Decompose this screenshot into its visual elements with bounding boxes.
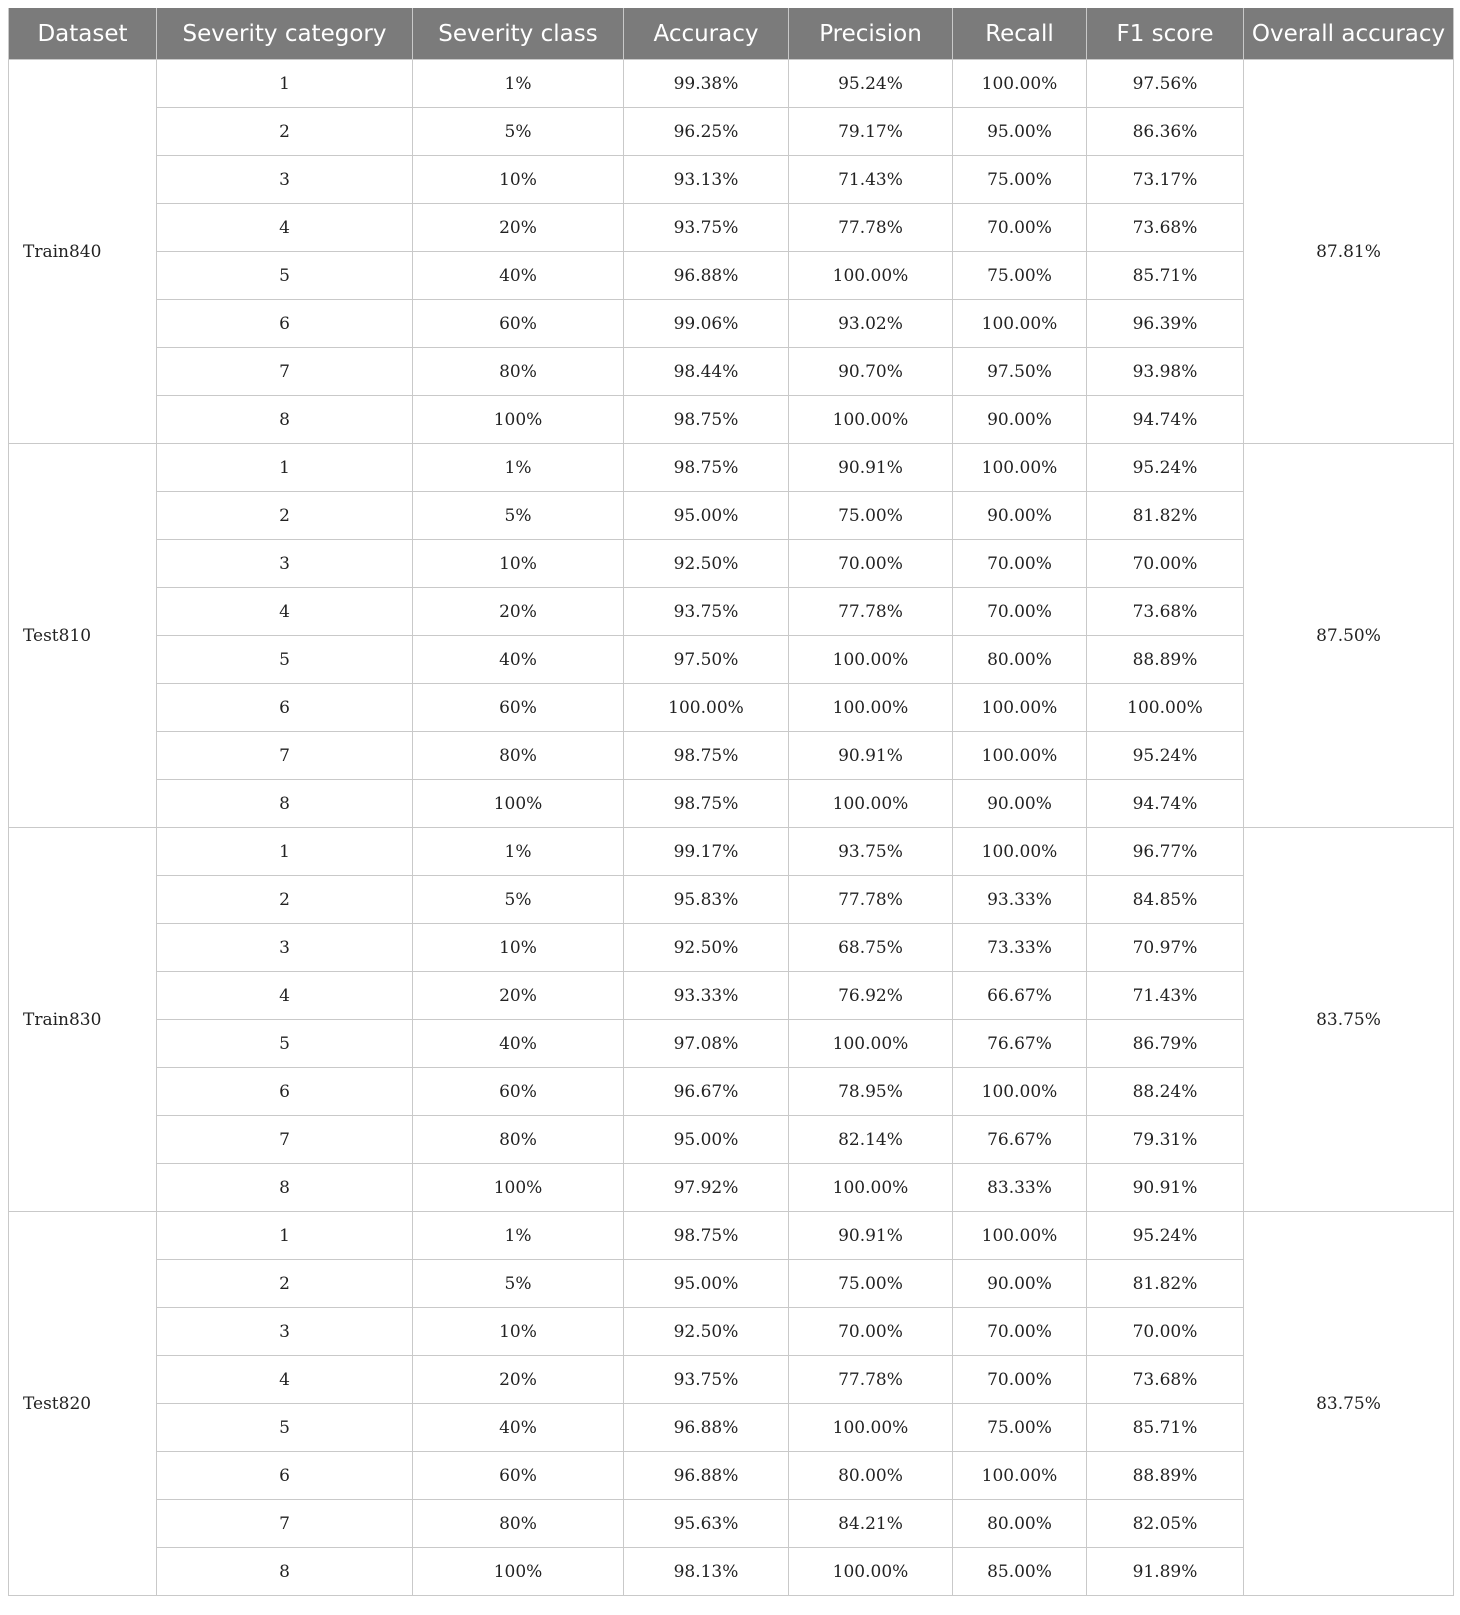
f1-score-cell: 95.24% [1087,444,1244,492]
accuracy-cell: 95.00% [624,492,789,540]
severity-class-cell: 5% [413,108,624,156]
severity-category-cell: 5 [157,1020,413,1068]
severity-category-cell: 1 [157,828,413,876]
severity-category-cell: 3 [157,156,413,204]
precision-cell: 93.75% [789,828,953,876]
recall-cell: 100.00% [953,444,1087,492]
f1-score-cell: 71.43% [1087,972,1244,1020]
precision-cell: 100.00% [789,636,953,684]
table-row [9,252,1454,300]
precision-cell: 78.95% [789,1068,953,1116]
recall-cell: 90.00% [953,1260,1087,1308]
f1-score-cell: 86.36% [1087,108,1244,156]
precision-cell: 82.14% [789,1116,953,1164]
table-row [9,780,1454,828]
severity-category-cell: 3 [157,540,413,588]
table-row [9,108,1454,156]
recall-cell: 100.00% [953,1452,1087,1500]
severity-category-cell: 5 [157,636,413,684]
accuracy-cell: 99.17% [624,828,789,876]
f1-score-cell: 86.79% [1087,1020,1244,1068]
header-severity-category: Severity category [157,8,413,60]
severity-class-cell: 10% [413,156,624,204]
dataset-cell: Train840 [9,60,157,444]
severity-class-cell: 80% [413,1116,624,1164]
recall-cell: 70.00% [953,540,1087,588]
accuracy-cell: 99.06% [624,300,789,348]
f1-score-cell: 88.89% [1087,1452,1244,1500]
severity-category-cell: 4 [157,1356,413,1404]
results-table-container [8,8,1453,1596]
severity-category-cell: 2 [157,108,413,156]
table-header [9,8,1454,60]
overall-accuracy-cell: 87.81% [1244,60,1454,444]
recall-cell: 73.33% [953,924,1087,972]
recall-cell: 100.00% [953,684,1087,732]
f1-score-cell: 93.98% [1087,348,1244,396]
precision-cell: 75.00% [789,492,953,540]
f1-score-cell: 79.31% [1087,1116,1244,1164]
table-row [9,396,1454,444]
severity-category-cell: 6 [157,684,413,732]
f1-score-cell: 90.91% [1087,1164,1244,1212]
f1-score-cell: 94.74% [1087,396,1244,444]
table-row [9,348,1454,396]
recall-cell: 93.33% [953,876,1087,924]
severity-class-cell: 1% [413,828,624,876]
f1-score-cell: 73.17% [1087,156,1244,204]
recall-cell: 76.67% [953,1116,1087,1164]
table-row [9,1068,1454,1116]
precision-cell: 80.00% [789,1452,953,1500]
recall-cell: 70.00% [953,1356,1087,1404]
accuracy-cell: 98.75% [624,732,789,780]
recall-cell: 70.00% [953,204,1087,252]
severity-class-cell: 40% [413,252,624,300]
f1-score-cell: 82.05% [1087,1500,1244,1548]
accuracy-cell: 95.83% [624,876,789,924]
table-row [9,1404,1454,1452]
header-overall-accuracy: Overall accuracy [1244,8,1454,60]
severity-category-cell: 3 [157,924,413,972]
precision-cell: 68.75% [789,924,953,972]
precision-cell: 77.78% [789,588,953,636]
recall-cell: 76.67% [953,1020,1087,1068]
accuracy-cell: 95.00% [624,1116,789,1164]
f1-score-cell: 96.77% [1087,828,1244,876]
table-row [9,1116,1454,1164]
f1-score-cell: 70.00% [1087,540,1244,588]
table-row [9,444,1454,492]
recall-cell: 83.33% [953,1164,1087,1212]
precision-cell: 77.78% [789,876,953,924]
f1-score-cell: 97.56% [1087,60,1244,108]
severity-category-cell: 8 [157,1164,413,1212]
results-table [8,8,1454,1596]
accuracy-cell: 93.75% [624,588,789,636]
precision-cell: 90.91% [789,1212,953,1260]
precision-cell: 100.00% [789,1404,953,1452]
f1-score-cell: 91.89% [1087,1548,1244,1596]
accuracy-cell: 100.00% [624,684,789,732]
f1-score-cell: 84.85% [1087,876,1244,924]
table-row [9,684,1454,732]
severity-class-cell: 10% [413,924,624,972]
severity-category-cell: 7 [157,732,413,780]
f1-score-cell: 73.68% [1087,1356,1244,1404]
accuracy-cell: 98.44% [624,348,789,396]
accuracy-cell: 98.75% [624,1212,789,1260]
severity-class-cell: 20% [413,204,624,252]
header-severity-class: Severity class [413,8,624,60]
table-row [9,924,1454,972]
severity-class-cell: 60% [413,1068,624,1116]
table-row [9,1500,1454,1548]
accuracy-cell: 96.88% [624,1404,789,1452]
precision-cell: 76.92% [789,972,953,1020]
overall-accuracy-cell: 83.75% [1244,1212,1454,1596]
accuracy-cell: 93.13% [624,156,789,204]
table-row [9,540,1454,588]
severity-class-cell: 60% [413,300,624,348]
accuracy-cell: 95.00% [624,1260,789,1308]
table-row [9,1452,1454,1500]
precision-cell: 100.00% [789,780,953,828]
f1-score-cell: 70.00% [1087,1308,1244,1356]
severity-category-cell: 2 [157,876,413,924]
accuracy-cell: 98.75% [624,444,789,492]
dataset-cell: Test820 [9,1212,157,1596]
severity-category-cell: 2 [157,492,413,540]
severity-category-cell: 8 [157,396,413,444]
severity-category-cell: 7 [157,348,413,396]
severity-class-cell: 5% [413,876,624,924]
accuracy-cell: 97.92% [624,1164,789,1212]
table-row [9,1308,1454,1356]
f1-score-cell: 70.97% [1087,924,1244,972]
recall-cell: 100.00% [953,300,1087,348]
severity-category-cell: 6 [157,1068,413,1116]
recall-cell: 90.00% [953,780,1087,828]
severity-category-cell: 6 [157,1452,413,1500]
f1-score-cell: 88.24% [1087,1068,1244,1116]
precision-cell: 100.00% [789,1548,953,1596]
severity-category-cell: 7 [157,1500,413,1548]
recall-cell: 75.00% [953,252,1087,300]
accuracy-cell: 96.88% [624,252,789,300]
accuracy-cell: 92.50% [624,540,789,588]
severity-class-cell: 10% [413,1308,624,1356]
header-precision: Precision [789,8,953,60]
severity-category-cell: 5 [157,1404,413,1452]
precision-cell: 95.24% [789,60,953,108]
accuracy-cell: 96.67% [624,1068,789,1116]
severity-category-cell: 4 [157,972,413,1020]
recall-cell: 66.67% [953,972,1087,1020]
recall-cell: 100.00% [953,1212,1087,1260]
recall-cell: 70.00% [953,588,1087,636]
table-row [9,300,1454,348]
f1-score-cell: 100.00% [1087,684,1244,732]
f1-score-cell: 73.68% [1087,588,1244,636]
precision-cell: 90.91% [789,444,953,492]
header-row [9,8,1454,60]
severity-category-cell: 8 [157,1548,413,1596]
severity-category-cell: 8 [157,780,413,828]
recall-cell: 80.00% [953,1500,1087,1548]
severity-class-cell: 1% [413,1212,624,1260]
severity-class-cell: 1% [413,60,624,108]
precision-cell: 71.43% [789,156,953,204]
overall-accuracy-cell: 83.75% [1244,828,1454,1212]
header-dataset: Dataset [9,8,157,60]
header-accuracy: Accuracy [624,8,789,60]
overall-accuracy-cell: 87.50% [1244,444,1454,828]
severity-class-cell: 40% [413,1020,624,1068]
table-row [9,1356,1454,1404]
table-row [9,876,1454,924]
severity-category-cell: 1 [157,1212,413,1260]
recall-cell: 75.00% [953,1404,1087,1452]
severity-class-cell: 40% [413,636,624,684]
precision-cell: 90.70% [789,348,953,396]
accuracy-cell: 97.08% [624,1020,789,1068]
precision-cell: 100.00% [789,252,953,300]
recall-cell: 85.00% [953,1548,1087,1596]
severity-class-cell: 80% [413,348,624,396]
table-row [9,1020,1454,1068]
severity-class-cell: 60% [413,684,624,732]
severity-class-cell: 10% [413,540,624,588]
f1-score-cell: 95.24% [1087,732,1244,780]
recall-cell: 97.50% [953,348,1087,396]
table-row [9,492,1454,540]
precision-cell: 84.21% [789,1500,953,1548]
severity-class-cell: 5% [413,1260,624,1308]
severity-category-cell: 3 [157,1308,413,1356]
table-row [9,1548,1454,1596]
recall-cell: 100.00% [953,60,1087,108]
severity-class-cell: 100% [413,1164,624,1212]
accuracy-cell: 98.75% [624,780,789,828]
severity-category-cell: 1 [157,444,413,492]
recall-cell: 75.00% [953,156,1087,204]
recall-cell: 90.00% [953,396,1087,444]
precision-cell: 70.00% [789,540,953,588]
f1-score-cell: 81.82% [1087,1260,1244,1308]
table-row [9,636,1454,684]
precision-cell: 79.17% [789,108,953,156]
severity-class-cell: 1% [413,444,624,492]
severity-category-cell: 4 [157,588,413,636]
accuracy-cell: 92.50% [624,924,789,972]
severity-class-cell: 80% [413,732,624,780]
table-row [9,972,1454,1020]
f1-score-cell: 73.68% [1087,204,1244,252]
table-row [9,1260,1454,1308]
table-row [9,828,1454,876]
table-row [9,1212,1454,1260]
recall-cell: 80.00% [953,636,1087,684]
f1-score-cell: 96.39% [1087,300,1244,348]
precision-cell: 100.00% [789,1020,953,1068]
precision-cell: 77.78% [789,1356,953,1404]
header-f1-score: F1 score [1087,8,1244,60]
severity-class-cell: 5% [413,492,624,540]
precision-cell: 100.00% [789,684,953,732]
f1-score-cell: 88.89% [1087,636,1244,684]
recall-cell: 95.00% [953,108,1087,156]
precision-cell: 77.78% [789,204,953,252]
accuracy-cell: 93.33% [624,972,789,1020]
precision-cell: 75.00% [789,1260,953,1308]
severity-class-cell: 100% [413,1548,624,1596]
f1-score-cell: 85.71% [1087,252,1244,300]
precision-cell: 70.00% [789,1308,953,1356]
accuracy-cell: 98.13% [624,1548,789,1596]
accuracy-cell: 97.50% [624,636,789,684]
precision-cell: 93.02% [789,300,953,348]
severity-class-cell: 100% [413,396,624,444]
severity-category-cell: 6 [157,300,413,348]
table-row [9,588,1454,636]
dataset-cell: Test810 [9,444,157,828]
table-row [9,1164,1454,1212]
severity-class-cell: 20% [413,972,624,1020]
f1-score-cell: 94.74% [1087,780,1244,828]
accuracy-cell: 95.63% [624,1500,789,1548]
accuracy-cell: 92.50% [624,1308,789,1356]
accuracy-cell: 93.75% [624,204,789,252]
severity-class-cell: 100% [413,780,624,828]
table-body [9,60,1454,1596]
recall-cell: 100.00% [953,732,1087,780]
table-row [9,156,1454,204]
accuracy-cell: 98.75% [624,396,789,444]
severity-category-cell: 5 [157,252,413,300]
table-row [9,60,1454,108]
recall-cell: 90.00% [953,492,1087,540]
severity-class-cell: 20% [413,1356,624,1404]
f1-score-cell: 81.82% [1087,492,1244,540]
severity-category-cell: 1 [157,60,413,108]
severity-class-cell: 20% [413,588,624,636]
f1-score-cell: 95.24% [1087,1212,1244,1260]
severity-category-cell: 7 [157,1116,413,1164]
accuracy-cell: 99.38% [624,60,789,108]
table-row [9,204,1454,252]
precision-cell: 100.00% [789,396,953,444]
severity-category-cell: 2 [157,1260,413,1308]
severity-class-cell: 40% [413,1404,624,1452]
severity-category-cell: 4 [157,204,413,252]
severity-class-cell: 60% [413,1452,624,1500]
precision-cell: 90.91% [789,732,953,780]
f1-score-cell: 85.71% [1087,1404,1244,1452]
dataset-cell: Train830 [9,828,157,1212]
header-recall: Recall [953,8,1087,60]
recall-cell: 100.00% [953,1068,1087,1116]
accuracy-cell: 96.25% [624,108,789,156]
accuracy-cell: 93.75% [624,1356,789,1404]
recall-cell: 100.00% [953,828,1087,876]
recall-cell: 70.00% [953,1308,1087,1356]
accuracy-cell: 96.88% [624,1452,789,1500]
precision-cell: 100.00% [789,1164,953,1212]
severity-class-cell: 80% [413,1500,624,1548]
table-row [9,732,1454,780]
